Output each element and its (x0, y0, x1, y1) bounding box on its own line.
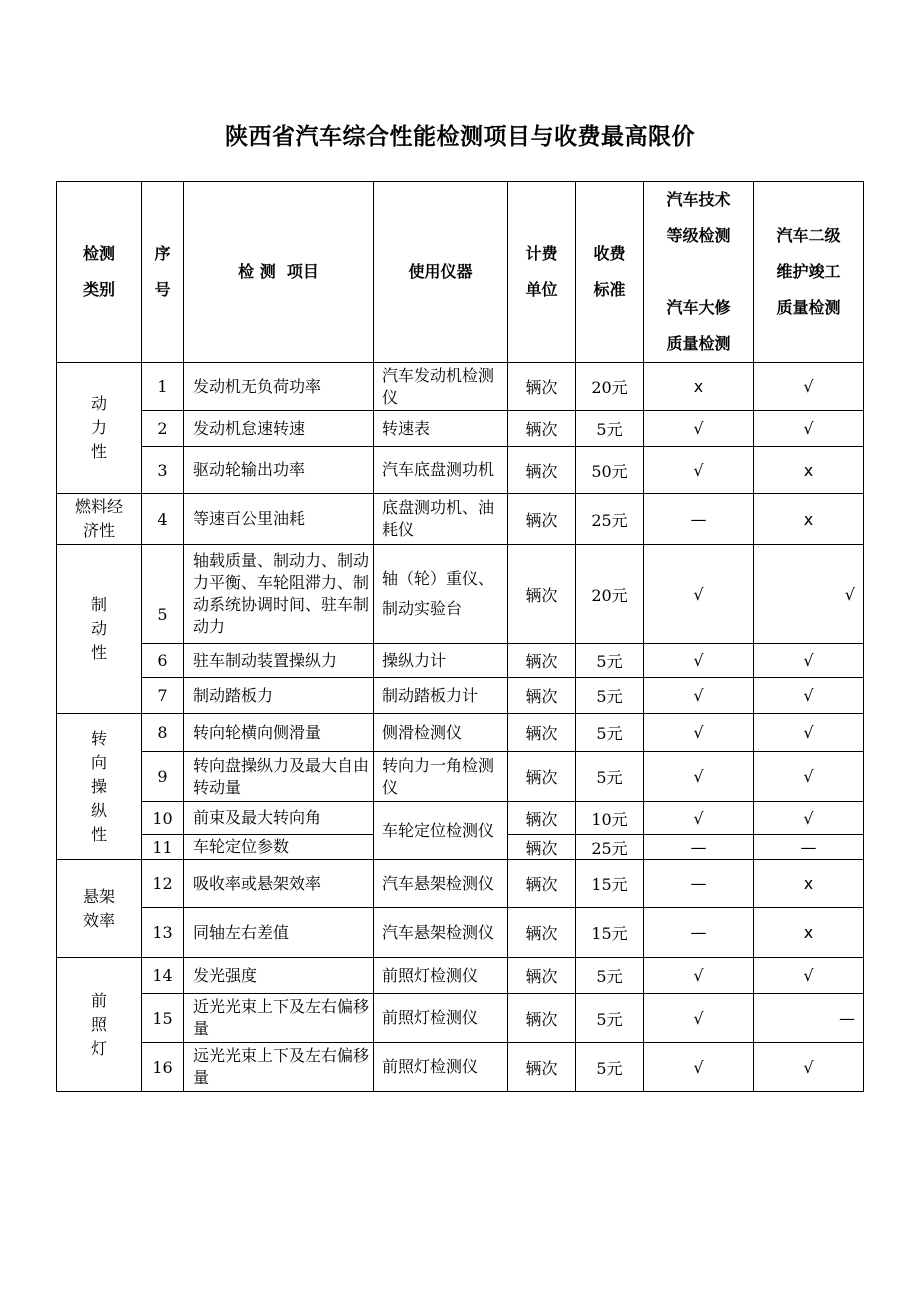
category-cell: 动 力 性 (57, 363, 142, 494)
price-cell: 20元 (576, 545, 644, 644)
item-cell: 同轴左右差值 (184, 908, 374, 958)
category-cell: 转 向 操 纵 性 (57, 714, 142, 860)
seq-cell: 4 (142, 494, 184, 545)
header-maintenance: 汽车二级 维护竣工 质量检测 (754, 182, 864, 363)
table-row (57, 958, 864, 994)
header-instrument: 使用仪器 (374, 182, 508, 363)
table-row (57, 752, 864, 802)
table-row (57, 994, 864, 1043)
maint-mark: √ (754, 644, 864, 678)
unit-cell: 辆次 (508, 363, 576, 411)
header-seq: 序 号 (142, 182, 184, 363)
instrument-cell: 车轮定位检测仪 (374, 802, 508, 860)
item-cell: 发动机怠速转速 (184, 411, 374, 447)
table-row (57, 678, 864, 714)
page-title: 陕西省汽车综合性能检测项目与收费最高限价 (225, 124, 695, 150)
unit-cell: 辆次 (508, 802, 576, 835)
maint-mark: √ (754, 714, 864, 752)
table-row (57, 908, 864, 958)
item-cell: 制动踏板力 (184, 678, 374, 714)
price-cell: 10元 (576, 802, 644, 835)
item-cell: 近光光束上下及左右偏移量 (184, 994, 374, 1043)
instrument-cell: 轴（轮）重仪、 制动实验台 (374, 545, 508, 644)
category-cell: 燃料经 济性 (57, 494, 142, 545)
item-cell: 发光强度 (184, 958, 374, 994)
unit-cell: 辆次 (508, 752, 576, 802)
maint-mark: — (754, 835, 864, 860)
tech-mark: √ (644, 752, 754, 802)
item-cell: 轴载质量、制动力、制动力平衡、车轮阻滞力、制动系统协调时间、驻车制动力 (184, 545, 374, 644)
price-cell: 15元 (576, 908, 644, 958)
instrument-cell: 转向力一角检测仪 (374, 752, 508, 802)
instrument-cell: 汽车底盘测功机 (374, 447, 508, 494)
seq-cell: 14 (142, 958, 184, 994)
header-tech-grade: 汽车技术 等级检测 汽车大修 质量检测 (644, 182, 754, 363)
table-row (57, 447, 864, 494)
item-cell: 车轮定位参数 (184, 835, 374, 860)
instrument-cell: 操纵力计 (374, 644, 508, 678)
tech-mark: √ (644, 994, 754, 1043)
price-cell: 5元 (576, 644, 644, 678)
tech-mark: √ (644, 644, 754, 678)
maint-mark: √ (754, 958, 864, 994)
price-cell: 5元 (576, 714, 644, 752)
maint-mark: √ (754, 802, 864, 835)
instrument-cell: 前照灯检测仪 (374, 958, 508, 994)
unit-cell: 辆次 (508, 860, 576, 908)
maint-mark: √ (754, 411, 864, 447)
seq-cell: 13 (142, 908, 184, 958)
maint-mark: √ (754, 1043, 864, 1092)
unit-cell: 辆次 (508, 678, 576, 714)
seq-cell: 6 (142, 644, 184, 678)
tech-mark: √ (644, 958, 754, 994)
instrument-cell: 侧滑检测仪 (374, 714, 508, 752)
price-cell: 15元 (576, 860, 644, 908)
seq-cell: 12 (142, 860, 184, 908)
seq-cell: 8 (142, 714, 184, 752)
header-category: 检测 类别 (57, 182, 142, 363)
item-cell: 转向轮横向侧滑量 (184, 714, 374, 752)
seq-cell: 11 (142, 835, 184, 860)
price-cell: 5元 (576, 752, 644, 802)
seq-cell: 15 (142, 994, 184, 1043)
price-cell: 5元 (576, 958, 644, 994)
price-cell: 5元 (576, 994, 644, 1043)
maint-mark: x (754, 494, 864, 545)
item-cell: 远光光束上下及左右偏移量 (184, 1043, 374, 1092)
item-cell: 驻车制动装置操纵力 (184, 644, 374, 678)
tech-mark: — (644, 494, 754, 545)
table-row (57, 1043, 864, 1092)
unit-cell: 辆次 (508, 714, 576, 752)
unit-cell: 辆次 (508, 908, 576, 958)
maint-mark: √ (754, 678, 864, 714)
price-cell: 5元 (576, 1043, 644, 1092)
tech-mark: √ (644, 1043, 754, 1092)
seq-cell: 16 (142, 1043, 184, 1092)
price-cell: 5元 (576, 411, 644, 447)
instrument-cell: 前照灯检测仪 (374, 1043, 508, 1092)
unit-cell: 辆次 (508, 994, 576, 1043)
instrument-cell: 汽车发动机检测仪 (374, 363, 508, 411)
category-cell: 悬架 效率 (57, 860, 142, 958)
header-unit: 计费 单位 (508, 182, 576, 363)
tech-mark: — (644, 835, 754, 860)
seq-cell: 2 (142, 411, 184, 447)
seq-cell: 5 (142, 545, 184, 644)
header-row (57, 182, 864, 363)
tech-mark: — (644, 908, 754, 958)
maint-mark: √ (754, 363, 864, 411)
table-row (57, 363, 864, 411)
price-cell: 50元 (576, 447, 644, 494)
price-cell: 20元 (576, 363, 644, 411)
category-cell: 前 照 灯 (57, 958, 142, 1092)
seq-cell: 1 (142, 363, 184, 411)
maint-mark: x (754, 908, 864, 958)
unit-cell: 辆次 (508, 644, 576, 678)
item-cell: 前束及最大转向角 (184, 802, 374, 835)
header-item: 检 测 项目 (184, 182, 374, 363)
seq-cell: 7 (142, 678, 184, 714)
unit-cell: 辆次 (508, 411, 576, 447)
instrument-cell: 前照灯检测仪 (374, 994, 508, 1043)
instrument-cell: 汽车悬架检测仪 (374, 860, 508, 908)
table-row (57, 802, 864, 835)
table-row (57, 644, 864, 678)
tech-mark: x (644, 363, 754, 411)
unit-cell: 辆次 (508, 835, 576, 860)
tech-mark: √ (644, 714, 754, 752)
header-price: 收费 标准 (576, 182, 644, 363)
instrument-cell: 转速表 (374, 411, 508, 447)
item-cell: 驱动轮输出功率 (184, 447, 374, 494)
table-row (57, 545, 864, 644)
price-cell: 25元 (576, 494, 644, 545)
maint-mark: √ (754, 752, 864, 802)
instrument-cell: 底盘测功机、油耗仪 (374, 494, 508, 545)
unit-cell: 辆次 (508, 494, 576, 545)
seq-cell: 3 (142, 447, 184, 494)
tech-mark: √ (644, 545, 754, 644)
tech-mark: √ (644, 447, 754, 494)
price-cell: 25元 (576, 835, 644, 860)
unit-cell: 辆次 (508, 545, 576, 644)
instrument-cell: 汽车悬架检测仪 (374, 908, 508, 958)
maint-mark: x (754, 860, 864, 908)
seq-cell: 9 (142, 752, 184, 802)
maint-mark: x (754, 447, 864, 494)
maint-mark: — (754, 994, 864, 1043)
tech-mark: √ (644, 411, 754, 447)
item-cell: 等速百公里油耗 (184, 494, 374, 545)
price-cell: 5元 (576, 678, 644, 714)
table-row (57, 494, 864, 545)
item-cell: 发动机无负荷功率 (184, 363, 374, 411)
tech-mark: — (644, 860, 754, 908)
unit-cell: 辆次 (508, 958, 576, 994)
item-cell: 吸收率或悬架效率 (184, 860, 374, 908)
tech-mark: √ (644, 678, 754, 714)
table-row (57, 714, 864, 752)
tech-mark: √ (644, 802, 754, 835)
instrument-cell: 制动踏板力计 (374, 678, 508, 714)
seq-cell: 10 (142, 802, 184, 835)
table-row (57, 411, 864, 447)
fee-table (56, 181, 864, 1092)
maint-mark: √ (754, 545, 864, 644)
category-cell: 制 动 性 (57, 545, 142, 714)
table-row (57, 860, 864, 908)
unit-cell: 辆次 (508, 447, 576, 494)
unit-cell: 辆次 (508, 1043, 576, 1092)
item-cell: 转向盘操纵力及最大自由转动量 (184, 752, 374, 802)
